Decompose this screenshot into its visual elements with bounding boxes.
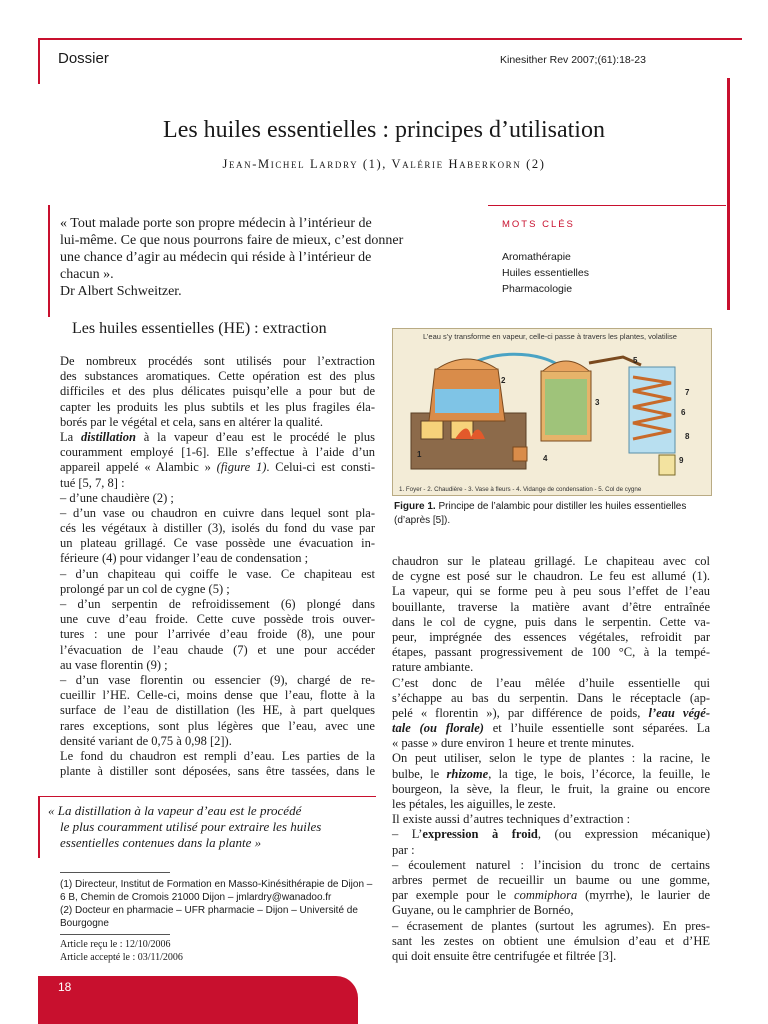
body-text: par exemple pour le bbox=[392, 888, 515, 903]
page-number: 18 bbox=[58, 980, 72, 994]
boiler-water bbox=[435, 389, 499, 413]
figure-number: 1 bbox=[417, 450, 422, 459]
epigraph-line: « Tout malade porte son propre médecin à l’intérieur de bbox=[60, 216, 372, 231]
pull-quote-rule bbox=[38, 796, 376, 797]
body-line bbox=[392, 767, 710, 782]
body-line: cés les végétaux à distiller (3), isolés du fond du vase par bbox=[60, 521, 375, 536]
footnote-line: (1) Directeur, Institut de Formation en Masso-Kinésithérapie de Dijon – bbox=[60, 879, 373, 890]
body-line: tué [5, 7, 8] : bbox=[60, 475, 125, 490]
body-line: prolongé par un col de cygne (5) ; bbox=[60, 581, 230, 596]
body-line: s’échappe au bas du serpentin. Dans le réceptacle (ap- bbox=[392, 690, 710, 705]
emphasis-expression: expression à froid bbox=[422, 827, 538, 842]
body-line: qui doit ensuite être centrifugée et filtrée [3]. bbox=[392, 948, 617, 963]
keyword-item: Pharmacologie bbox=[502, 283, 573, 295]
body-text: – L’ bbox=[392, 827, 423, 842]
condensation-drain bbox=[513, 447, 527, 461]
body-line: les pétales, les aiguilles, le zeste. bbox=[392, 797, 556, 811]
footnote-line: 6 B, Chemin de Cromois 21000 Dijon – jmlardry@wanadoo.fr bbox=[60, 892, 332, 903]
emphasis-distillation: distillation bbox=[81, 429, 136, 444]
emphasis-eau-vegetale: l’eau végé- bbox=[648, 705, 710, 720]
body-line: La vapeur, qui se forme peu à peu sous l’effet de l’eau bbox=[392, 584, 710, 599]
pull-quote-bar bbox=[38, 796, 40, 858]
body-line: chaudron sur le plateau grillagé. Le chapiteau avec col bbox=[392, 554, 710, 568]
body-line: férieure (4) pour vidanger l’eau de condensation ; bbox=[60, 551, 309, 566]
footnotes bbox=[60, 878, 380, 930]
body-line: « passe » dure environ 1 heure et trente minutes. bbox=[392, 736, 635, 751]
figure-number: 6 bbox=[681, 408, 686, 417]
article-title: Les huiles essentielles : principes d’utilisation bbox=[163, 117, 605, 143]
body-text: (myrrhe), le laurier de bbox=[577, 888, 711, 903]
pull-quote-line: le plus couramment utilisé pour extraire les huiles bbox=[60, 819, 322, 834]
pull-quote bbox=[48, 803, 368, 851]
figure-banner: L’eau s’y transforme en vapeur, celle-ci passe à travers les plantes, volatilise bbox=[423, 332, 677, 341]
emphasis-commiphora: commiphora bbox=[514, 888, 578, 903]
figure-number: 9 bbox=[679, 456, 684, 465]
figure-number: 8 bbox=[685, 432, 690, 441]
section-label: Dossier bbox=[58, 50, 109, 67]
body-line: De nombreux procédés sont utilisés pour l’extraction bbox=[60, 354, 375, 368]
body-line: capter les produits les plus subtils et les plus fragiles éla- bbox=[60, 399, 375, 414]
figure-number: 7 bbox=[685, 388, 690, 397]
body-line: peur, imprégnée des essences végétales, refroidit par bbox=[392, 629, 710, 644]
body-line: surface de l’eau de distillation (les HE, à part quelques bbox=[60, 703, 375, 718]
body-line: tures : une pour l’arrivée d’eau froide (8), une pour bbox=[60, 627, 375, 642]
body-text: appareil appelé « Alambic » bbox=[60, 460, 217, 475]
journal-reference: Kinesither Rev 2007;(61):18-23 bbox=[500, 54, 646, 66]
body-line: Guyane, ou le camphrier de Bornéo, bbox=[392, 903, 574, 918]
epigraph-accent-bar bbox=[48, 205, 50, 317]
emphasis-rhizome: rhizome bbox=[446, 766, 489, 781]
body-text: bulbe, le bbox=[392, 766, 447, 781]
body-text: à la vapeur d’eau est le procédé le plus bbox=[135, 429, 375, 444]
body-line: Le fond du chaudron est rempli d’eau. Les parties de la bbox=[60, 748, 375, 763]
footnote-line: Bourgogne bbox=[60, 918, 109, 929]
caption-text: Principe de l’alambic pour distiller les huiles essentielles (d’après [5]). bbox=[394, 501, 687, 526]
keywords-heading: MOTS CLÉS bbox=[502, 219, 575, 230]
furnace-door bbox=[421, 421, 443, 439]
body-text: et l’huile essentielle sont séparées. La bbox=[483, 721, 710, 736]
body-line: – d’une chaudière (2) ; bbox=[60, 490, 174, 505]
body-line: par : bbox=[392, 842, 415, 857]
caption-label: Figure 1. bbox=[394, 501, 436, 512]
body-line: bourgeon, la sève, la fleur, le fruit, la graine ou encore bbox=[392, 781, 710, 796]
body-line bbox=[392, 888, 710, 903]
pull-quote-line: essentielles contenues dans la plante » bbox=[60, 835, 262, 850]
keyword-item: Aromathérapie bbox=[502, 251, 571, 263]
article-authors: Jean-Michel Lardry (1), Valérie Haberkorn (2) bbox=[222, 157, 546, 171]
body-line: sant les zestes on obtient une émulsion d’eau et d’HE bbox=[392, 933, 710, 948]
body-line: On peut utiliser, selon le type de plantes : la racine, le bbox=[392, 751, 710, 766]
body-line: au vase florentin (9) ; bbox=[60, 657, 168, 672]
figure-reference: (figure 1) bbox=[216, 460, 267, 475]
body-line: densité variant de 0,75 à 0,98 [2]). bbox=[60, 733, 232, 748]
body-line: Il existe aussi d’autres techniques d’extraction : bbox=[392, 812, 631, 827]
body-line bbox=[60, 430, 375, 445]
body-line: étapes, passant progressivement de 100 °C, à la tempé- bbox=[392, 645, 710, 660]
florentine-vase bbox=[659, 455, 675, 475]
body-line bbox=[392, 827, 710, 842]
body-line: – écrasement de plantes (surtout les agrumes). En pres- bbox=[392, 918, 710, 933]
epigraph-line: chacun ». bbox=[60, 267, 114, 282]
keywords-list bbox=[502, 249, 589, 297]
body-line: – écoulement naturel : l’incision du tronc de certains bbox=[392, 857, 710, 872]
pull-quote-line: « La distillation à la vapeur d’eau est le procédé bbox=[48, 803, 302, 818]
body-line: rares exceptions, sont plus légères que l’eau, avec une bbox=[60, 718, 375, 733]
dates-rule bbox=[60, 934, 170, 935]
figure-number: 4 bbox=[543, 454, 548, 463]
body-line: arbres permet de recueillir un baume ou une gomme, bbox=[392, 872, 710, 887]
footnote-rule bbox=[60, 872, 170, 873]
body-line: de cygne est posé sur le chaudron. Le feu est allumé (1). bbox=[392, 569, 710, 584]
figure-number: 3 bbox=[595, 398, 600, 407]
body-line: – d’un vase ou chaudron en cuivre dans lequel sont pla- bbox=[60, 505, 375, 520]
figure-legend: 1. Foyer - 2. Chaudière - 3. Vase à fleurs - 4. Vidange de condensation - 5. Col de cygne bbox=[399, 486, 642, 493]
body-line: borés par le végétal et cela, sans en altérer la qualité. bbox=[60, 414, 324, 429]
body-line: – d’un serpentin de refroidissement (6) plongé dans bbox=[60, 597, 375, 611]
section-heading: Les huiles essentielles (HE) : extraction bbox=[72, 320, 327, 337]
body-line: un plateau grillagé. Ce vase possède une évacuation in- bbox=[60, 536, 375, 551]
body-line: rature ambiante. bbox=[392, 660, 474, 675]
body-text: , (ou expression mécanique) bbox=[537, 827, 710, 842]
body-line: bouillante, traverse la matière avant d’être entraînée bbox=[392, 599, 710, 614]
accepted-date: Article accepté le : 03/11/2006 bbox=[60, 952, 183, 963]
body-line: couramment employé [1-6]. Elle s’effectue à l’aide d’un bbox=[60, 445, 375, 460]
body-line: dans le col de cygne, puis dans le serpentin. Cette va- bbox=[392, 614, 710, 629]
body-line: plante à distiller sont déposées, sans être tassées, dans le bbox=[60, 764, 375, 779]
alembic-figure bbox=[392, 328, 712, 496]
article-dates bbox=[60, 938, 183, 964]
figure-number: 5 bbox=[633, 356, 638, 365]
received-date: Article reçu le : 12/10/2006 bbox=[60, 939, 171, 950]
epigraph-line: lui-même. Ce que nous pourrons faire de mieux, c’est donner bbox=[60, 233, 404, 248]
emphasis-florale: tale (ou florale) bbox=[392, 721, 484, 736]
body-line: l’évacuation de l’eau chaude (7) et une pour accéder bbox=[60, 642, 375, 657]
body-line: difficiles et des plus délicates puisqu’elle a pour but de bbox=[60, 384, 375, 399]
figure-caption bbox=[394, 500, 704, 528]
body-line bbox=[392, 721, 710, 736]
body-line: cueillir l’HE. Celle-ci, moins dense que l’eau, flotte à la bbox=[60, 688, 375, 703]
body-text: . Celui-ci est consti- bbox=[266, 460, 375, 475]
body-line: des substances aromatiques. Cette opération est des plus bbox=[60, 369, 375, 384]
body-text: , la tige, le bois, l’écorce, la feuille, le bbox=[488, 766, 710, 781]
alembic-illustration bbox=[393, 329, 711, 495]
body-line bbox=[60, 460, 375, 475]
epigraph-author: Dr Albert Schweitzer. bbox=[60, 284, 182, 299]
body-text: pelé « florentin »), par différence de poids, bbox=[392, 705, 649, 720]
epigraph bbox=[60, 215, 460, 300]
body-left-column bbox=[60, 354, 375, 779]
keywords-rule bbox=[488, 205, 726, 206]
plant-material bbox=[545, 379, 587, 435]
body-line: C’est donc de l’eau mêlée d’huile essentielle qui bbox=[392, 675, 710, 690]
header-accent-rule bbox=[727, 78, 730, 310]
body-line: – d’un chapiteau qui coiffe le vase. Ce chapiteau est bbox=[60, 566, 375, 581]
epigraph-line: une chance d’agir au médecin qui réside à l’intérieur de bbox=[60, 250, 372, 265]
body-text: La bbox=[60, 429, 82, 444]
body-line bbox=[392, 706, 710, 721]
body-line: – d’un vase florentin ou essencier (9), chargé de re- bbox=[60, 672, 375, 687]
footer-bar bbox=[38, 976, 358, 1024]
figure-number: 2 bbox=[501, 376, 506, 385]
body-line: une cuve d’eau froide. Cette cuve possède trois ouver- bbox=[60, 612, 375, 627]
body-right-column bbox=[392, 554, 710, 964]
keyword-item: Huiles essentielles bbox=[502, 267, 589, 279]
footnote-line: (2) Docteur en pharmacie – UFR pharmacie – Dijon – Université de bbox=[60, 905, 358, 916]
